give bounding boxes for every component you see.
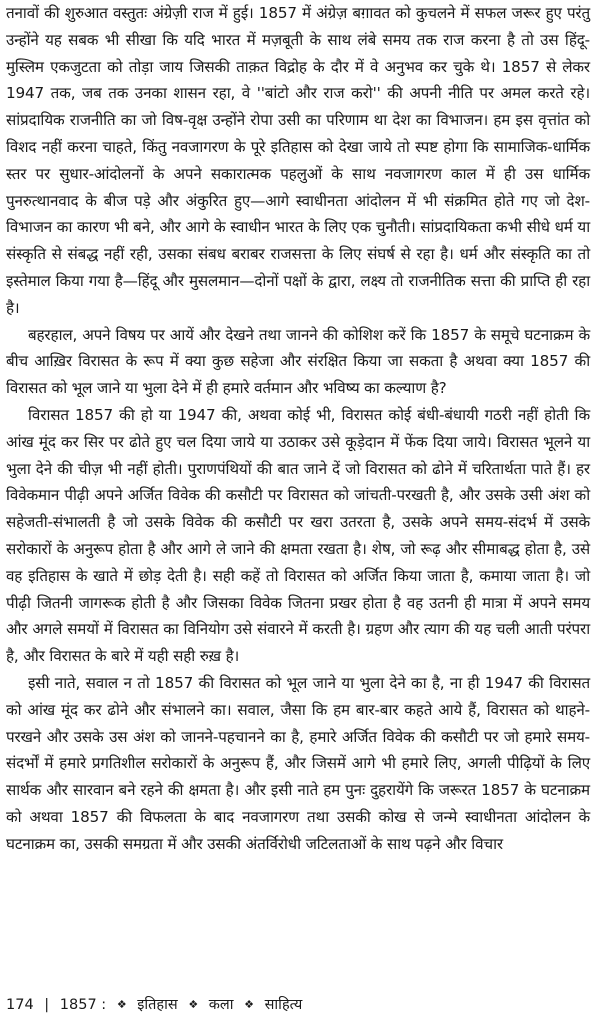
diamond-icon: ❖: [244, 998, 255, 1011]
page-body: [6, 0, 590, 858]
footer-book-title: 1857 :: [59, 997, 107, 1013]
diamond-icon: ❖: [188, 998, 199, 1011]
diamond-icon: ❖: [116, 998, 127, 1011]
footer-literature: साहित्य: [264, 997, 303, 1013]
paragraph-2: बहरहाल, अपने विषय पर आयें और देखने तथा जानने की कोशिश करें कि 1857 के समूचे घटनाक्रम के बीच आख़िर विरासत के रूप में क्या कुछ सहेजा और संरक्षित किया जा सकता है अथवा क्या 1857 की विरासत को भूल जाने या भुला देने में ही हमारे वर्तमान और भविष्य का कल्याण है?: [6, 325, 590, 398]
footer-separator: |: [44, 997, 50, 1013]
footer-art: कला: [208, 997, 234, 1013]
paragraph-4: इसी नाते, सवाल न तो 1857 की विरासत को भूल जाने या भुला देने का है, ना ही 1947 की विरासत को आंख मूंद कर ढोने और संभालने का। सवाल, जैसा कि हम बार-बार कहते आये हैं, विरासत को थाहने-परखने और उसके उस अंश को जानने-पहचानने का है, हमारे अर्जित विवेक की कसौटी पर जो हमारे समय-संदर्भों में हमारे प्रगतिशील सरोकारों के अनुरूप हैं, और जिसमें आगे भी हमारे लिए, अगली पीढ़ियों के लिए सार्थक और सारवान बने रहने की क्षमता है। और इसी नाते हम पुनः दुहरायेंगे कि जरूरत 1857 के घटनाक्रम को अथवा 1857 की विफलता के बाद नवजागरण तथा उसकी कोख से जन्मे स्वाधीनता आंदोलन के घटनाक्रम का, उसकी समग्रता में और उसकी अंतर्विरोधी जटिलताओं के साथ पढ़ने और विचार: [6, 673, 590, 853]
page-footer: [6, 992, 506, 1018]
page-number: 174: [6, 997, 34, 1013]
paragraph-1: तनावों की शुरुआत वस्तुतः अंग्रेज़ी राज में हुई। 1857 में अंग्रेज़ बग़ावत को कुचलने में सफल जरूर हुए परंतु उन्होंने यह सबक भी सीखा कि यदि भारत में मज़बूती के साथ लंबे समय तक राज करना है तो उस हिंदू-मुस्लिम एकजुटता को तोड़ा जाय जिसकी ताक़त विद्रोह के दौर में वे अनुभव कर चुके थे। 1857 से लेकर 1947 तक, जब तक उनका शासन रहा, वे ''बांटो और राज करो'' की अपनी नीति पर अमल करते रहे। सांप्रदायिक राजनीति का जो विष-वृक्ष उन्होंने रोपा उसी का परिणाम था देश का विभाजन। हम इस वृत्तांत को विशद नहीं करना चाहते, किंतु नवजागरण के पूरे इतिहास को देखा जाये तो स्पष्ट होगा कि सामाजिक-धार्मिक स्तर पर सुधार-आंदोलनों के अपने सकारात्मक पहलुओं के साथ नवजागरण काल में ही उस धार्मिक पुनरुत्थानवाद के बीज पड़े और अंकुरित हुए—आगे स्वाधीनता आंदोलन में भी संक्रमित होते गए जो देश-विभाजन का कारण भी बने, और आगे के स्वाधीन भारत के लिए एक चुनौती। सांप्रदायिकता कभी सीधे धर्म या संस्कृति से संबद्ध नहीं रही, उसका संबध बराबर राजसत्ता के लिए संघर्ष से रहा है। धर्म और संस्कृति का तो इस्तेमाल किया गया है—हिंदू और मुसलमान—दोनों पक्षों के द्वारा, लक्ष्य तो राजनीतिक सत्ता की प्राप्ति ही रहा है।: [6, 4, 590, 317]
footer-history: इतिहास: [137, 997, 178, 1013]
paragraph-3: विरासत 1857 की हो या 1947 की, अथवा कोई भी, विरासत कोई बंधी-बंधायी गठरी नहीं होती कि आंख मूंद कर सिर पर ढोते हुए चल दिया जाये या उठाकर उसे कूड़ेदान में फेंक दिया जाये। विरासत भूलने या भुला देने की चीज़ भी नहीं होती। पुराणपंथियों की बात जाने दें जो विरासत को ढोने में चरितार्थता पाते हैं। हर विवेकमान पीढ़ी अपने अर्जित विवेक की कसौटी पर विरासत को जांचती-परखती है, और उसके उसी अंश को सहेजती-संभालती है जो उसके विवेक की कसौटी पर खरा उतरता है, उसके अपने समय-संदर्भ में उसके सरोकारों के अनुरूप होता है और आगे ले जाने की क्षमता रखता है। शेष, जो रूढ़ और सीमाबद्ध होता है, उसे वह इतिहास के खाते में छोड़ देती है। सही कहें तो विरासत को अर्जित किया जाता है, कमाया जाता है। जो पीढ़ी जितनी जागरूक होती है और जिसका विवेक जितना प्रखर होता है वह उतनी ही मात्रा में अपने समय और अगले समयों में विरासत का विनियोग उसे संवारने में करती है। ग्रहण और त्याग की यह चली आती परंपरा है, और विरासत के बारे में यही सही रुख़ है।: [6, 405, 590, 666]
